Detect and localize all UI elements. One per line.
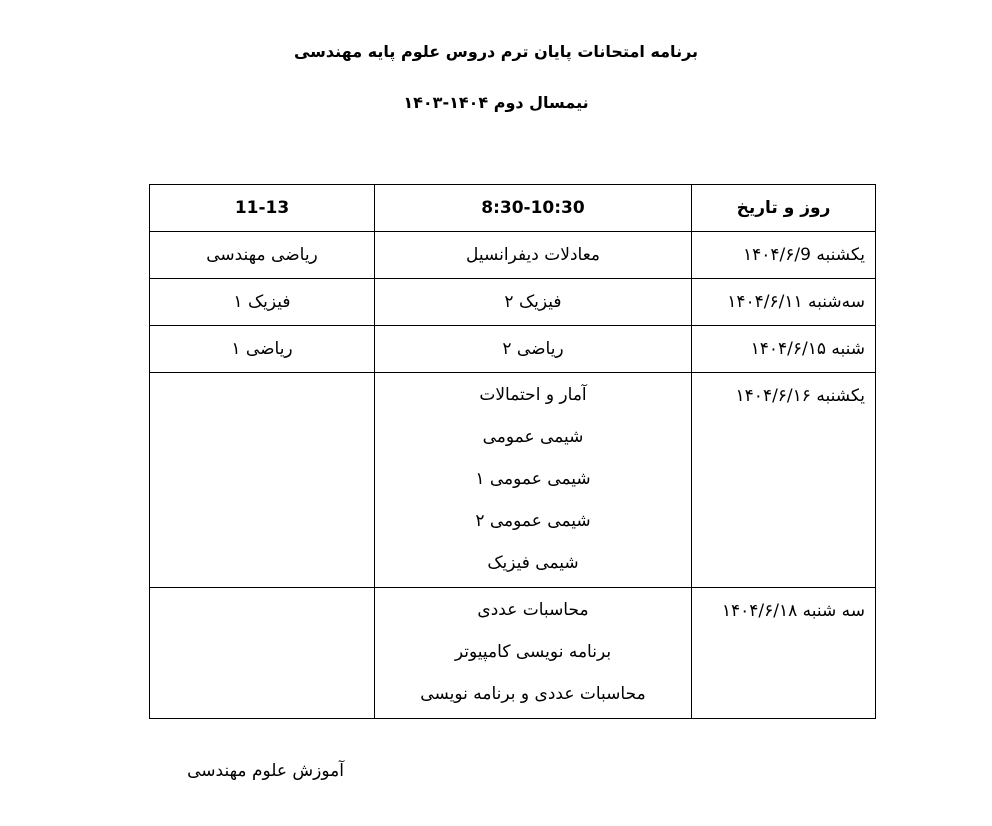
exam-item: شیمی عمومی ۲ <box>475 511 591 531</box>
table-header-row <box>150 185 876 232</box>
row-date: یکشنبه ۱۴۰۴/۶/9 <box>692 232 876 279</box>
exam-item: برنامه نویسی کامپیوتر <box>454 642 612 662</box>
table-row <box>150 326 876 373</box>
exam-item: ریاضی ۲ <box>502 339 564 359</box>
exam-item: آمار و احتمالات <box>479 385 587 405</box>
row-slot-noon: ریاضی مهندسی <box>150 232 375 279</box>
row-slot-noon: ریاضی ۱ <box>150 326 375 373</box>
row-date: شنبه ۱۴۰۴/۶/۱۵ <box>692 326 876 373</box>
header-day-date: روز و تاریخ <box>692 185 876 232</box>
row-slot-morning <box>375 326 692 373</box>
row-slot-morning <box>375 588 692 719</box>
row-slot-morning <box>375 232 692 279</box>
table-row <box>150 373 876 588</box>
exam-item: محاسبات عددی <box>477 600 589 620</box>
row-date: یکشنبه ۱۴۰۴/۶/۱۶ <box>692 373 876 588</box>
row-slot-noon <box>150 588 375 719</box>
header-slot-morning: 8:30-10:30 <box>375 185 692 232</box>
exam-schedule-table <box>149 184 876 719</box>
row-date: سه‌شنبه ۱۴۰۴/۶/۱۱ <box>692 279 876 326</box>
header-slot-noon: 11-13 <box>150 185 375 232</box>
row-date: سه شنبه ۱۴۰۴/۶/۱۸ <box>692 588 876 719</box>
exam-item: فیزیک ۲ <box>504 292 562 312</box>
row-slot-morning <box>375 373 692 588</box>
document-title: برنامه امتحانات پایان ترم دروس علوم پایه مهندسی <box>293 42 699 61</box>
row-slot-noon: فیزیک ۱ <box>150 279 375 326</box>
row-slot-noon <box>150 373 375 588</box>
exam-item: شیمی عمومی <box>482 427 584 447</box>
exam-item: شیمی عمومی ۱ <box>475 469 591 489</box>
exam-item: شیمی فیزیک <box>487 553 579 573</box>
exam-item: محاسبات عددی و برنامه نویسی <box>420 684 646 704</box>
table-body <box>150 232 876 719</box>
footer-signature: آموزش علوم مهندسی <box>187 761 344 781</box>
table-row <box>150 588 876 719</box>
document-subtitle: نیمسال دوم ۱۴۰۴-۱۴۰۳ <box>403 93 589 112</box>
table-row <box>150 232 876 279</box>
row-slot-morning <box>375 279 692 326</box>
table-row <box>150 279 876 326</box>
exam-item: معادلات دیفرانسیل <box>465 245 601 265</box>
